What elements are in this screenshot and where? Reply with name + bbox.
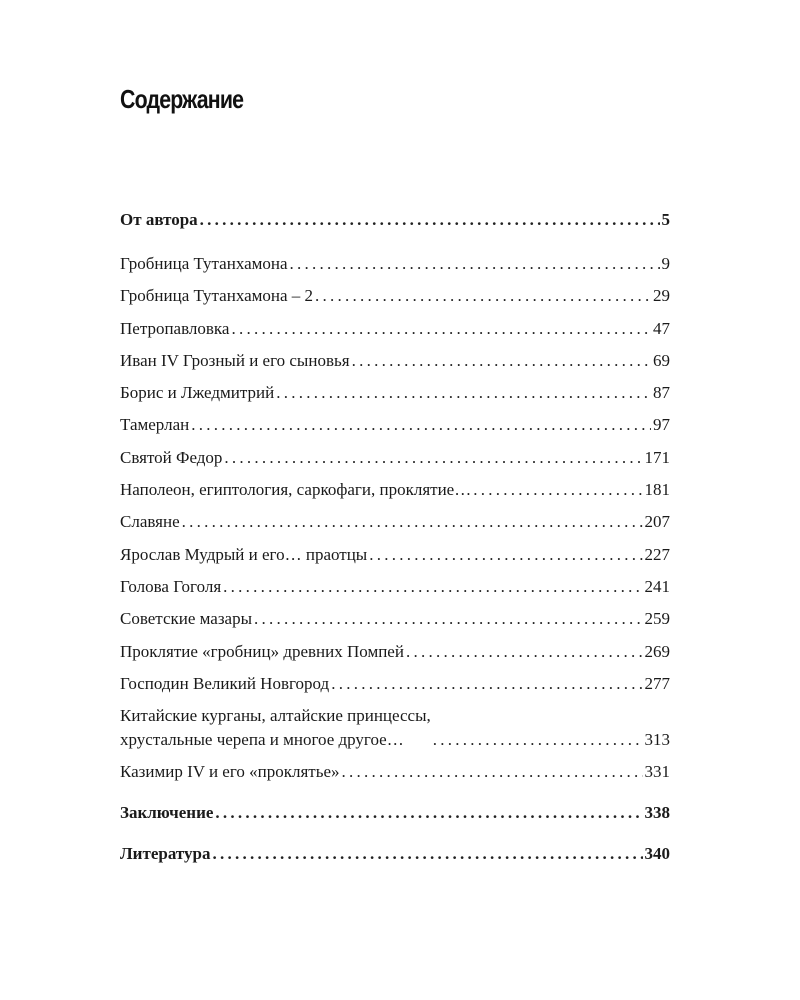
toc-entry-title-line: Литература: [120, 844, 211, 864]
toc-entry[interactable]: [120, 842, 670, 866]
toc-entry[interactable]: [120, 543, 670, 567]
toc-entry-title: [120, 413, 189, 437]
toc-entry-title: [120, 478, 471, 502]
toc-entry[interactable]: [120, 381, 670, 405]
toc-entry[interactable]: [120, 575, 670, 599]
page-title: Содержание: [120, 84, 244, 114]
toc-entry-title-line: Голова Гоголя: [120, 576, 222, 596]
toc-entry-page-number: 227: [644, 544, 670, 564]
dot-leader: [406, 640, 643, 664]
dot-leader: [342, 760, 643, 784]
toc-entry-title: [120, 317, 229, 341]
toc-entry-page-number: 97: [653, 415, 670, 435]
toc-entry[interactable]: [120, 510, 670, 534]
dot-leader: [352, 349, 651, 373]
toc-entry[interactable]: [120, 801, 670, 825]
dot-leader: [182, 510, 643, 534]
toc-entry-title-line: Господин Великий Новгород: [120, 673, 330, 693]
dot-leader: [276, 381, 651, 405]
toc-entry[interactable]: [120, 446, 670, 470]
toc-entry-title: [120, 284, 313, 308]
toc-entry-title-line: Наполеон, египтология, саркофаги, проклятие…: [120, 480, 472, 500]
toc-entry-page-number: 269: [644, 641, 670, 661]
toc-entry-title: [120, 672, 329, 696]
toc-entry-title-line: Советские мазары: [120, 609, 253, 629]
toc-entry-title: [120, 842, 210, 866]
toc-entry-title-line: Гробница Тутанхамона – 2: [120, 286, 314, 306]
toc-entry-page-number: 181: [644, 480, 670, 500]
toc-entry[interactable]: [120, 284, 670, 308]
toc-entry-title-line: Петропавловка: [120, 318, 230, 338]
toc-entry-page-number: 87: [653, 383, 670, 403]
dot-leader: [254, 607, 642, 631]
toc-entry-page-number: 259: [644, 609, 670, 629]
toc-entry-page-number: 338: [644, 803, 670, 823]
toc-entry-title: [120, 801, 213, 825]
toc-entry-title: [120, 381, 274, 405]
dot-leader: [433, 728, 643, 752]
toc-entry-title-line: Заключение: [120, 803, 214, 823]
toc-entry-title: [120, 543, 367, 567]
toc-entry-page-number: 9: [661, 254, 670, 273]
toc-entry-page-number: 331: [644, 762, 670, 782]
toc-entry-title: [120, 510, 180, 534]
toc-entry-title: [120, 760, 340, 784]
toc-entry-title-line: Гробница Тутанхамона: [120, 254, 288, 273]
toc-entry-title: [120, 349, 350, 373]
toc-entry[interactable]: [120, 478, 670, 502]
dot-leader: [231, 317, 651, 341]
toc-entry-page-number: 207: [644, 512, 670, 532]
toc-entry[interactable]: [120, 760, 670, 784]
toc-entry-title-line: От автора: [120, 210, 198, 229]
toc-entry-title-line: Ярослав Мудрый и его… праотцы: [120, 544, 368, 564]
toc-entry[interactable]: [120, 413, 670, 437]
toc-entry-page-number: 47: [653, 318, 670, 338]
toc-entry[interactable]: [120, 317, 670, 341]
toc-entry-title-line: Тамерлан: [120, 415, 190, 435]
toc-entry-title: [120, 640, 404, 664]
dot-leader: [369, 543, 642, 567]
toc-entry[interactable]: [120, 252, 670, 276]
toc-entry-title-line: Китайские курганы, алтайские принцессы,: [120, 706, 431, 726]
toc-entry-page-number: 69: [653, 350, 670, 370]
toc-entry-title-line: Казимир IV и его «проклятье»: [120, 762, 340, 782]
toc-entry[interactable]: [120, 704, 670, 752]
dot-leader: [212, 842, 642, 866]
toc-entry-page-number: 5: [661, 210, 670, 229]
toc-entry-title-line: Борис и Лжедмитрий: [120, 383, 275, 403]
toc-entry-title: [120, 607, 252, 631]
dot-leader: [290, 252, 660, 276]
toc-entry-page-number: 241: [644, 576, 670, 596]
toc-entry[interactable]: [120, 349, 670, 373]
toc-entry[interactable]: [120, 208, 670, 232]
toc-entry-title-line: Славяне: [120, 512, 180, 532]
toc-entry-title: [120, 575, 221, 599]
dot-leader: [315, 284, 651, 308]
table-of-contents: [120, 208, 670, 875]
toc-entry-title: [120, 704, 431, 752]
toc-entry-title-line: Святой Федор: [120, 447, 223, 467]
toc-entry-title-line: хрустальные черепа и многое другое…: [120, 730, 404, 750]
toc-entry-title: [120, 446, 222, 470]
toc-entry[interactable]: [120, 672, 670, 696]
dot-leader: [473, 478, 642, 502]
toc-entry[interactable]: [120, 607, 670, 631]
toc-entry-title-line: Проклятие «гробниц» древних Помпей: [120, 641, 404, 661]
toc-entry-title: [120, 252, 288, 276]
toc-entry-page-number: 29: [653, 286, 670, 306]
dot-leader: [224, 446, 642, 470]
dot-leader: [331, 672, 642, 696]
toc-entry-page-number: 340: [644, 844, 670, 864]
toc-entry-page-number: 171: [644, 447, 670, 467]
dot-leader: [223, 575, 642, 599]
dot-leader: [200, 208, 660, 232]
toc-entry-page-number: 277: [644, 673, 670, 693]
dot-leader: [215, 801, 642, 825]
toc-entry-title-line: Иван IV Грозный и его сыновья: [120, 350, 350, 370]
toc-entry-page-number: 313: [644, 730, 670, 750]
toc-entry-title: [120, 208, 198, 232]
dot-leader: [191, 413, 651, 437]
toc-entry[interactable]: [120, 640, 670, 664]
